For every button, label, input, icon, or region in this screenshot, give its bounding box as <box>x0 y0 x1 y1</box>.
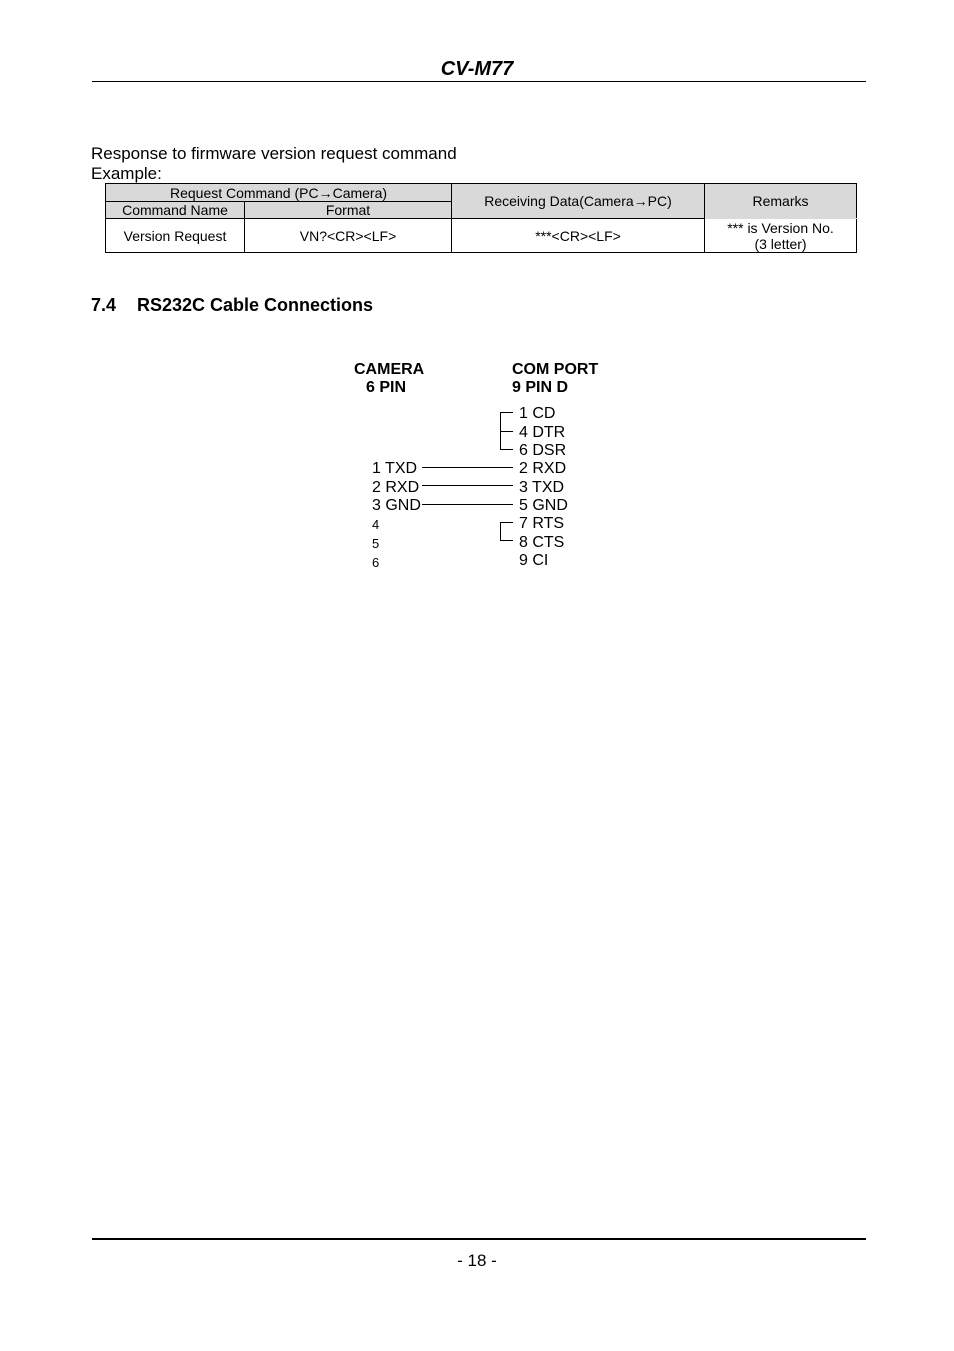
camera-pin-1: 1 TXD <box>372 460 418 477</box>
receiving-data-header: Receiving Data(Camera→PC) <box>452 184 705 219</box>
com-pin-gnd: 5 GND <box>519 497 568 514</box>
com-pin-dsr: 6 DSR <box>519 442 567 459</box>
footer-rule <box>92 1238 866 1240</box>
format-header: Format <box>245 202 452 219</box>
com-pin-cts: 8 CTS <box>519 534 565 551</box>
bracket-rts-cts <box>501 523 514 541</box>
com-pin-rts: 7 RTS <box>519 515 565 532</box>
camera-pin-3: 3 GND <box>372 497 421 514</box>
receiving-cell: ***<CR><LF> <box>452 219 705 253</box>
camera-pin-6: 6 <box>372 555 380 570</box>
com-pin-ci: 9 CI <box>519 552 549 569</box>
camera-pin-2: 2 RXD <box>372 479 420 496</box>
com-port-subtitle: 9 PIN D <box>512 379 569 396</box>
request-command-header: Request Command (PC→Camera) <box>106 184 452 202</box>
com-pin-rxd: 2 RXD <box>519 460 567 477</box>
command-name-cell: Version Request <box>106 219 245 253</box>
com-pin-cd: 1 CD <box>519 405 556 422</box>
page-number: - 18 - <box>457 1251 497 1270</box>
document-title: CV-M77 <box>440 58 514 80</box>
camera-pin-4: 4 <box>372 517 380 532</box>
camera-subtitle: 6 PIN <box>366 379 407 396</box>
command-name-header: Command Name <box>106 202 245 219</box>
camera-pin-5: 5 <box>372 536 380 551</box>
example-label: Example: <box>91 164 162 183</box>
section-title: RS232C Cable Connections <box>137 295 374 315</box>
format-cell: VN?<CR><LF> <box>245 219 452 253</box>
bracket-cd-dtr-dsr <box>501 413 514 450</box>
camera-title: CAMERA <box>354 361 425 378</box>
section-number: 7.4 <box>91 295 117 315</box>
remarks-line-2: (3 letter) <box>754 235 807 252</box>
intro-text: Response to firmware version request command <box>91 144 457 163</box>
com-pin-dtr: 4 DTR <box>519 424 566 441</box>
com-pin-txd: 3 TXD <box>519 479 565 496</box>
com-port-title: COM PORT <box>512 361 599 378</box>
remarks-header: Remarks <box>705 184 857 219</box>
remarks-line-1: *** is Version No. <box>727 219 834 236</box>
